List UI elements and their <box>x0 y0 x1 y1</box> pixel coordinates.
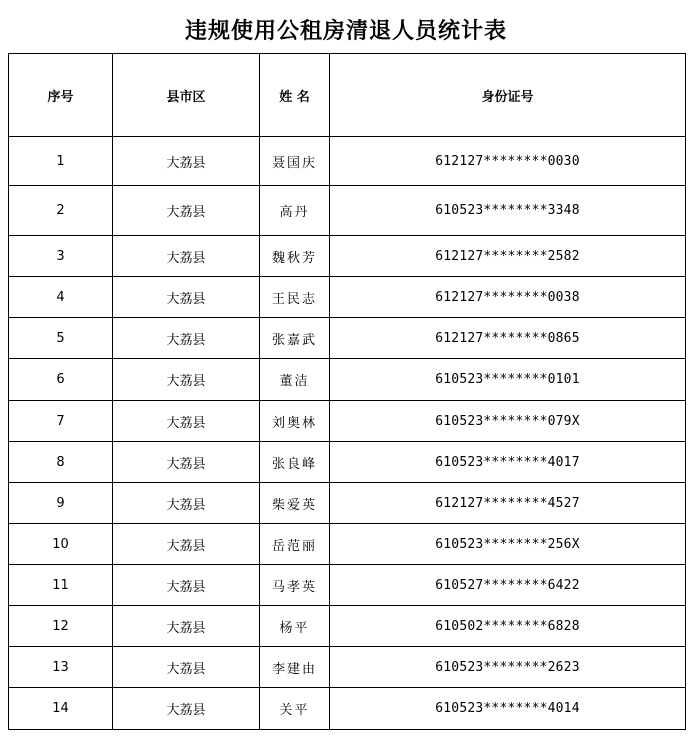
cell-county: 大荔县 <box>113 442 260 483</box>
cell-name: 李建由 <box>260 647 330 688</box>
cell-county: 大荔县 <box>113 565 260 606</box>
cell-name: 王民志 <box>260 277 330 318</box>
cell-name: 关平 <box>260 688 330 730</box>
header-row <box>9 54 686 137</box>
cell-name: 张嘉武 <box>260 318 330 359</box>
cell-county: 大荔县 <box>113 359 260 401</box>
cell-serial: 1 <box>9 137 113 186</box>
table-row <box>9 236 686 277</box>
cell-name: 聂国庆 <box>260 137 330 186</box>
cell-id-number: 610523********3348 <box>330 186 686 236</box>
cell-serial: 9 <box>9 483 113 524</box>
page-title: 违规使用公租房清退人员统计表 <box>184 18 507 44</box>
cell-id-number: 612127********2582 <box>330 236 686 277</box>
cell-serial: 14 <box>9 688 113 730</box>
cell-county: 大荔县 <box>113 186 260 236</box>
cell-name: 刘奥林 <box>260 401 330 442</box>
cell-county: 大荔县 <box>113 236 260 277</box>
cell-id-number: 612127********4527 <box>330 483 686 524</box>
cell-id-number: 610523********2623 <box>330 647 686 688</box>
table-row <box>9 565 686 606</box>
cell-id-number: 610523********4014 <box>330 688 686 730</box>
cell-id-number: 612127********0030 <box>330 137 686 186</box>
table-row <box>9 359 686 401</box>
cell-serial: 12 <box>9 606 113 647</box>
cell-county: 大荔县 <box>113 318 260 359</box>
cell-serial: 13 <box>9 647 113 688</box>
cell-serial: 10 <box>9 524 113 565</box>
column-header-id-number: 身份证号 <box>330 54 686 137</box>
cell-name: 张良峰 <box>260 442 330 483</box>
cell-id-number: 612127********0038 <box>330 277 686 318</box>
table-row <box>9 483 686 524</box>
cell-serial: 8 <box>9 442 113 483</box>
table-row <box>9 606 686 647</box>
cell-id-number: 612127********0865 <box>330 318 686 359</box>
cell-id-number: 610523********079X <box>330 401 686 442</box>
cell-county: 大荔县 <box>113 401 260 442</box>
table-row <box>9 137 686 186</box>
cell-name: 魏秋芳 <box>260 236 330 277</box>
column-header-county: 县市区 <box>113 54 260 137</box>
cell-serial: 11 <box>9 565 113 606</box>
table-row <box>9 186 686 236</box>
table-row <box>9 688 686 730</box>
cell-serial: 4 <box>9 277 113 318</box>
cell-county: 大荔县 <box>113 277 260 318</box>
cell-name: 董洁 <box>260 359 330 401</box>
cell-id-number: 610523********0101 <box>330 359 686 401</box>
cell-name: 柴爱英 <box>260 483 330 524</box>
column-header-name: 姓 名 <box>260 54 330 137</box>
cell-county: 大荔县 <box>113 137 260 186</box>
cell-serial: 5 <box>9 318 113 359</box>
table-row <box>9 524 686 565</box>
cell-serial: 6 <box>9 359 113 401</box>
eviction-table <box>8 53 686 730</box>
cell-id-number: 610502********6828 <box>330 606 686 647</box>
cell-name: 岳范丽 <box>260 524 330 565</box>
cell-county: 大荔县 <box>113 524 260 565</box>
cell-county: 大荔县 <box>113 606 260 647</box>
column-header-serial: 序号 <box>9 54 113 137</box>
cell-id-number: 610523********4017 <box>330 442 686 483</box>
cell-county: 大荔县 <box>113 688 260 730</box>
cell-county: 大荔县 <box>113 483 260 524</box>
cell-id-number: 610523********256X <box>330 524 686 565</box>
table-row <box>9 442 686 483</box>
cell-name: 高丹 <box>260 186 330 236</box>
table-row <box>9 318 686 359</box>
cell-id-number: 610527********6422 <box>330 565 686 606</box>
cell-serial: 7 <box>9 401 113 442</box>
cell-serial: 2 <box>9 186 113 236</box>
cell-serial: 3 <box>9 236 113 277</box>
cell-name: 马孝英 <box>260 565 330 606</box>
cell-name: 杨平 <box>260 606 330 647</box>
table-row <box>9 647 686 688</box>
table-row <box>9 401 686 442</box>
table-row <box>9 277 686 318</box>
cell-county: 大荔县 <box>113 647 260 688</box>
